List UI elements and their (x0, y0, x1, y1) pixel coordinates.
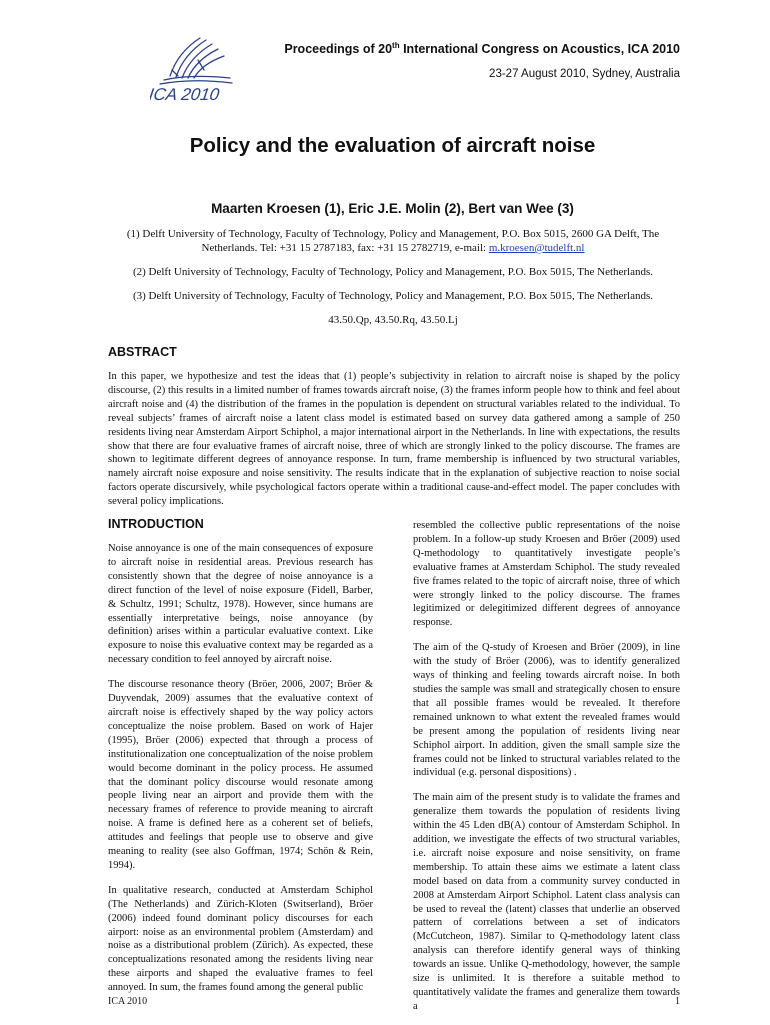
affiliation-1-text: (1) Delft University of Technology, Faculty of Technology, Policy and Management, P.O. Box 5015, 2600 GA Delft, The Netherlands. Tel: +31 15 2787183, fax: +31 15 2782719, e-mail: (126, 228, 660, 254)
pacs-codes: 43.50.Qp, 43.50.Rq, 43.50.Lj (328, 314, 458, 326)
affiliation-1 (108, 227, 678, 255)
introduction-heading: INTRODUCTION (108, 517, 204, 531)
logo-text: ICA 2010 (150, 85, 221, 104)
page-number: 1 (675, 996, 680, 1007)
affiliation-3: (3) Delft University of Technology, Faculty of Technology, Policy and Management, P.O. Box 5015, The Netherlands. (132, 290, 654, 302)
paragraph: The discourse resonance theory (Bröer, 2006, 2007; Bröer & Duyvendak, 2009) assumes that the evaluative context of aircraft noise is effectively shaped by the way policy actors conceptualize the noise problem. Based on work of Hajer (1995), Bröer (2006) expected that through a process of institutionalization one conceptualization of the noise problem would become dominant in the policy process. He assumed that the dominant policy discourse would resonate among people living near an airport and provide them with the necessary frames of reference to provide meaning to aircraft noise. A frame is defined here as a coherent set of beliefs, attitudes and feelings that people use to observe and give meaning to reality (see also Goffman, 1974; Schön & Rein, 1994). (108, 679, 373, 871)
paragraph: Noise annoyance is one of the main consequences of exposure to aircraft noise in residential areas. Previous research has consistently shown that the degree of noise annoyance is a direct function of the level of noise exposure (Fidell, Barber, & Schultz, 1991; Schultz, 1978). However, since humans are essentially interpretative beings, noise annoyance (by definition) arises within a particular evaluative context. Like exposure to noise this evaluative context may be regarded as a necessary condition to feel annoyed by aircraft noise. (108, 543, 373, 666)
conference-prefix: Proceedings of 20 (284, 42, 393, 57)
ica-2010-logo-icon (150, 30, 240, 110)
right-column (413, 519, 680, 1025)
left-column (108, 542, 373, 1006)
affiliation-2: (2) Delft University of Technology, Faculty of Technology, Policy and Management, P.O. Box 5015, The Netherlands. (132, 266, 654, 278)
paragraph: The main aim of the present study is to validate the frames and generalize them towards the population of residents living within the 45 Lden dB(A) contour of Amsterdam Schiphol. In addition, we investigate the effects of two structural variables, i.e. aircraft noise exposure and noise sensitivity, on frame membership. To attain these aims we estimate a latent class model based on data from a community survey conducted in 2008 at Amsterdam Airport Schiphol. Latent class analysis can be used to reveal the (latent) classes that underlie an observed pattern of correlations between a set of indicators (McCutcheon, 1987). Similar to Q-methodology latent class analysis can therefore identify general ways of thinking towards an issue. Unlike Q-methodology, however, the sample size is unlimited. It is therefore a suitable method to quantitatively validate the frames and generalize them towards a (413, 792, 680, 1012)
conference-suffix: International Congress on Acoustics, ICA 2010 (399, 42, 680, 57)
conference-date: 23-27 August 2010, Sydney, Australia (489, 68, 680, 80)
footer-conference: ICA 2010 (108, 996, 148, 1007)
abstract-heading: ABSTRACT (108, 345, 177, 359)
paper-title: Policy and the evaluation of aircraft noise (189, 134, 596, 157)
paragraph: resembled the collective public representations of the noise problem. In a follow-up study Kroesen and Bröer (2009) used Q-methodology to quantitatively investigate people’s evaluative frames at Amsterdam Schiphol. The study revealed five frames related to the topic of aircraft noise, three of which were strongly linked to the policy discourse. The frames legitimized or delegitimized different degrees of annoyance response. (413, 520, 680, 629)
authors: Maarten Kroesen (1), Eric J.E. Molin (2), Bert van Wee (3) (211, 201, 574, 216)
paragraph: The aim of the Q-study of Kroesen and Bröer (2009), in line with the study of Bröer (2006), was to identify generalized ways of thinking and feeling towards aircraft noise. In both studies the sample was small and strategically chosen to ensure that all possible frames would be revealed. It therefore remained unknown to what extent the revealed frames would be present among the population of residents living near Schiphol airport. In addition, given the small sample size the frames could not be linked to structural variables related to the individual (e.g. personal dispositions) . (413, 642, 680, 779)
conference-title (270, 41, 680, 56)
email-link[interactable]: m.kroesen@tudelft.nl (488, 242, 585, 254)
paragraph: In qualitative research, conducted at Amsterdam Schiphol (The Netherlands) and Zürich-Kloten (Switserland), Bröer (2006) indeed found dominant policy discourses for each airport: noise as an environmental problem (Amsterdam) and noise as a distributional problem (Zürich). As expected, these conceptualizations resonated among the residents living near these airports and shaped the evaluative frames to feel annoyed. In sum, the frames found among the general public (108, 884, 373, 994)
abstract-text: In this paper, we hypothesize and test the ideas that (1) people’s subjectivity in relation to aircraft noise is shaped by the policy discourse, (2) this results in a limited number of frames towards aircraft noise, (3) the frames inform people how to think and feel about aircraft noise and (4) the distribution of the frames in the population is dependent on structural variables related to the individual. To reveal subjects’ frames of aircraft noise a latent class model is estimated based on survey data gathered among a sample of 250 residents living near Amsterdam Airport Schiphol, a major international airport in the Netherlands. In line with expectations, the results show that there are four evaluative frames of aircraft noise, three of which are strongly linked to the policy discourse. The frames are shown to legitimate different degrees of annoyance response. In turn, frame membership is influenced by two structural variables, namely aircraft noise exposure and noise sensitivity. The results indicate that in the explanation of subjective reaction to noise social factors operate discursively, while psychological factors operate within a traditional cause-and-effect model. The paper concludes with several policy implications. (108, 371, 680, 508)
conference-sup: th (392, 41, 400, 50)
